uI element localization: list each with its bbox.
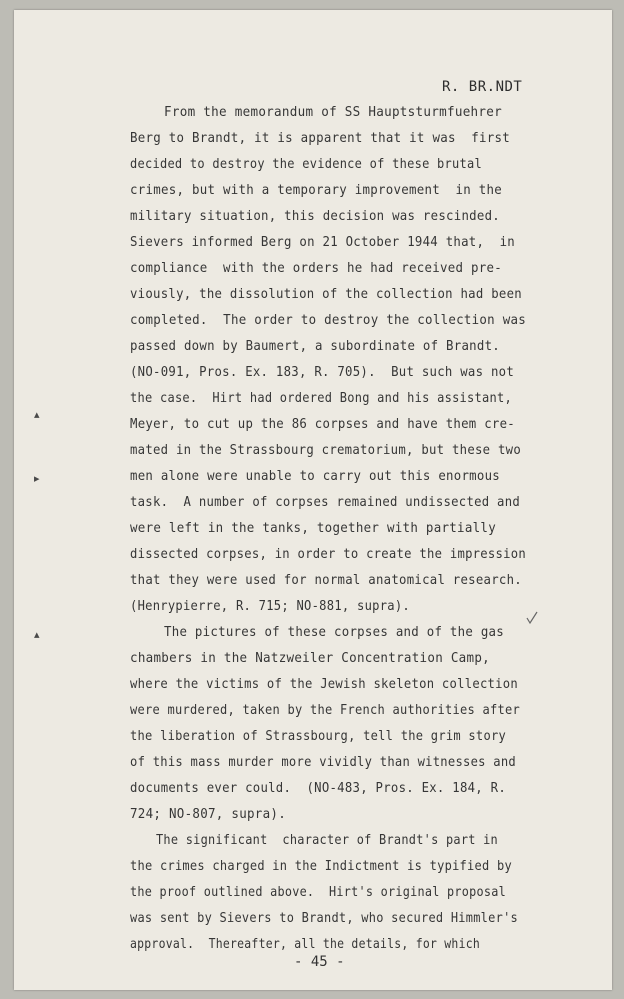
text-line: The significant character of Brandt's part in <box>156 833 498 848</box>
text-line: Sievers informed Berg on 21 October 1944 that, in <box>130 235 515 250</box>
text-line: military situation, this decision was rescinded. <box>130 209 500 224</box>
text-line: were left in the tanks, together with partially <box>130 521 496 536</box>
text-line: viously, the dissolution of the collection had been <box>130 287 522 302</box>
margin-mark: ▴ <box>34 628 40 641</box>
document-page <box>14 10 612 990</box>
text-line: chambers in the Natzweiler Concentration Camp, <box>130 651 490 666</box>
text-line: passed down by Baumert, a subordinate of Brandt. <box>130 339 500 354</box>
text-line: completed. The order to destroy the collection was <box>130 313 526 328</box>
text-line: Berg to Brandt, it is apparent that it was first <box>130 131 510 146</box>
text-line: the case. Hirt had ordered Bong and his assistant, <box>130 391 512 406</box>
text-line: was sent by Sievers to Brandt, who secured Himmler's <box>130 911 518 926</box>
text-line: dissected corpses, in order to create the impression <box>130 547 526 562</box>
text-line: the proof outlined above. Hirt's original proposal <box>130 885 506 900</box>
checkmark-icon <box>526 611 538 625</box>
page-number: - 45 - <box>294 954 345 970</box>
text-line: decided to destroy the evidence of these brutal <box>130 157 482 172</box>
text-line: 724; NO-807, supra). <box>130 807 286 822</box>
text-line: mated in the Strassbourg crematorium, but these two <box>130 443 521 458</box>
text-line: documents ever could. (NO-483, Pros. Ex. 184, R. <box>130 781 506 796</box>
text-line: (Henrypierre, R. 715; NO-881, supra). <box>130 599 410 614</box>
text-line: Meyer, to cut up the 86 corpses and have them cre- <box>130 417 515 432</box>
text-line: where the victims of the Jewish skeleton collection <box>130 677 518 692</box>
text-line: task. A number of corpses remained undissected and <box>130 495 520 510</box>
margin-mark: ▸ <box>34 472 40 485</box>
text-line: the crimes charged in the Indictment is typified by <box>130 859 512 874</box>
text-line: crimes, but with a temporary improvement in the <box>130 183 502 198</box>
margin-mark: ▴ <box>34 408 40 421</box>
text-line: approval. Thereafter, all the details, for which <box>130 937 480 952</box>
text-line: The pictures of these corpses and of the gas <box>164 625 504 640</box>
body-text <box>14 10 612 990</box>
text-line: men alone were unable to carry out this enormous <box>130 469 500 484</box>
document-reference: R. BR.NDT <box>442 79 523 95</box>
text-line: (NO-091, Pros. Ex. 183, R. 705). But such was not <box>130 365 514 380</box>
text-line: of this mass murder more vividly than witnesses and <box>130 755 516 770</box>
text-line: were murdered, taken by the French authorities after <box>130 703 520 718</box>
text-line: compliance with the orders he had received pre- <box>130 261 502 276</box>
text-line: From the memorandum of SS Hauptsturmfuehrer <box>164 105 502 120</box>
text-line: that they were used for normal anatomical research. <box>130 573 522 588</box>
text-line: the liberation of Strassbourg, tell the grim story <box>130 729 506 744</box>
